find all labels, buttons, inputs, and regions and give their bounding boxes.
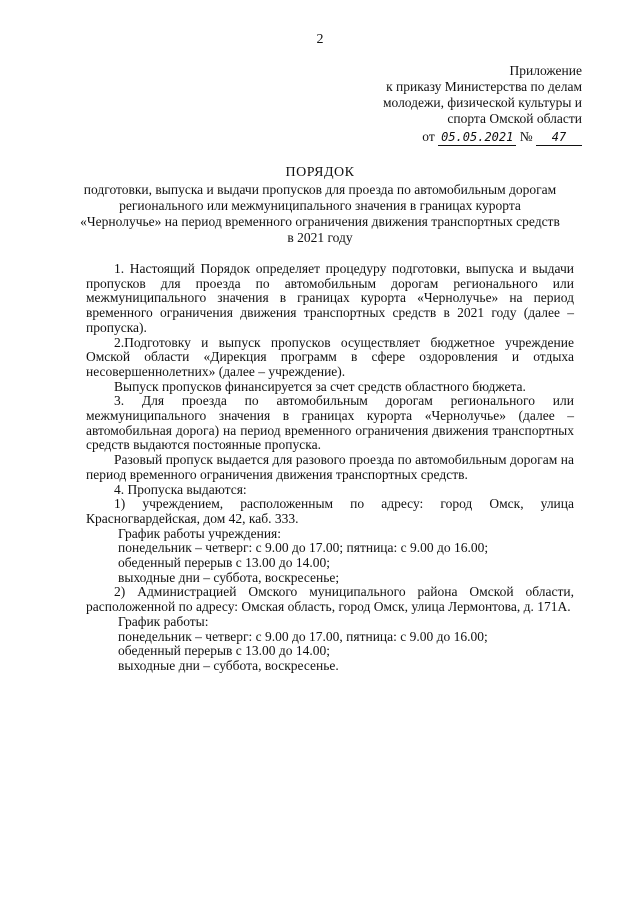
page-number: 2 [316,32,324,47]
appendix-line: молодежи, физической культуры и [382,95,582,110]
paragraph: выходные дни – суббота, воскресенье; [118,569,340,585]
order-date: 05.05.2021 [438,129,516,146]
paragraph: понедельник – четверг: с 9.00 до 17.00, пятница: с 9.00 до 16.00; [118,628,488,644]
paragraph: 1. Настоящий Порядок определяет процедуру подготовки, выпуска и выдачи пропусков для проезда по автомобильным дорогам регионального или межмуниципального значения в границах курорта «Чернолучье» на период временного ограничения движения транспортных средств в 2021 году (далее – пропуска). [86,261,574,335]
paragraph: График работы учреждения: [118,525,282,541]
number-label: № [519,129,533,144]
document-subtitle: подготовки, выпуска и выдачи пропусков для проезда по автомобильным дорогам регионального или межмуниципального значения в границах курорта «Чернолучье» на период временного ограничения движения транспортных средств в 2021 году [80,182,560,245]
appendix-line: Приложение [509,63,582,78]
appendix-line: к приказу Министерства по делам [386,79,582,94]
paragraph: 1) учреждением, расположенным по адресу: город Омск, улица Красногвардейская, дом 42, каб. 333. [86,496,574,526]
appendix-line: спорта Омской области [447,111,582,126]
paragraph: понедельник – четверг: с 9.00 до 17.00; пятница: с 9.00 до 16.00; [118,540,489,556]
paragraph: Выпуск пропусков финансируется за счет средств областного бюджета. [114,378,526,394]
document-title: ПОРЯДОК [285,165,355,180]
paragraph: Разовый пропуск выдается для разового проезда по автомобильным дорогам на период временного ограничения движения транспортных средств. [86,452,574,482]
paragraph: 2.Подготовку и выпуск пропусков осуществляет бюджетное учреждение Омской области «Дирекция программ в сфере оздоровления и отдыха несовершеннолетних» (далее – учреждение). [86,334,574,379]
order-number: 47 [536,129,582,146]
paragraph: 3. Для проезда по автомобильным дорогам регионального или межмуниципального значения в границах курорта «Чернолучье» (далее – автомобильная дорога) на период временного ограничения движения транспортных средств выдаются постоянные пропуска. [86,393,574,453]
paragraph: 4. Пропуска выдаются: [114,481,247,497]
paragraph: 2) Администрацией Омского муниципального района Омской области, расположенной по адресу: Омская область, город Омск, улица Лермонтова, д. 171А. [86,584,574,615]
order-date-number-line [383,129,582,146]
paragraph: обеденный перерыв с 13.00 до 14.00; [118,643,330,659]
appendix-block [383,63,582,146]
paragraph: выходные дни – суббота, воскресенье. [118,657,339,673]
document-body [86,262,574,674]
from-label: от [422,129,435,144]
paragraph: обеденный перерыв с 13.00 до 14.00; [118,555,330,571]
paragraph: График работы: [118,613,209,629]
